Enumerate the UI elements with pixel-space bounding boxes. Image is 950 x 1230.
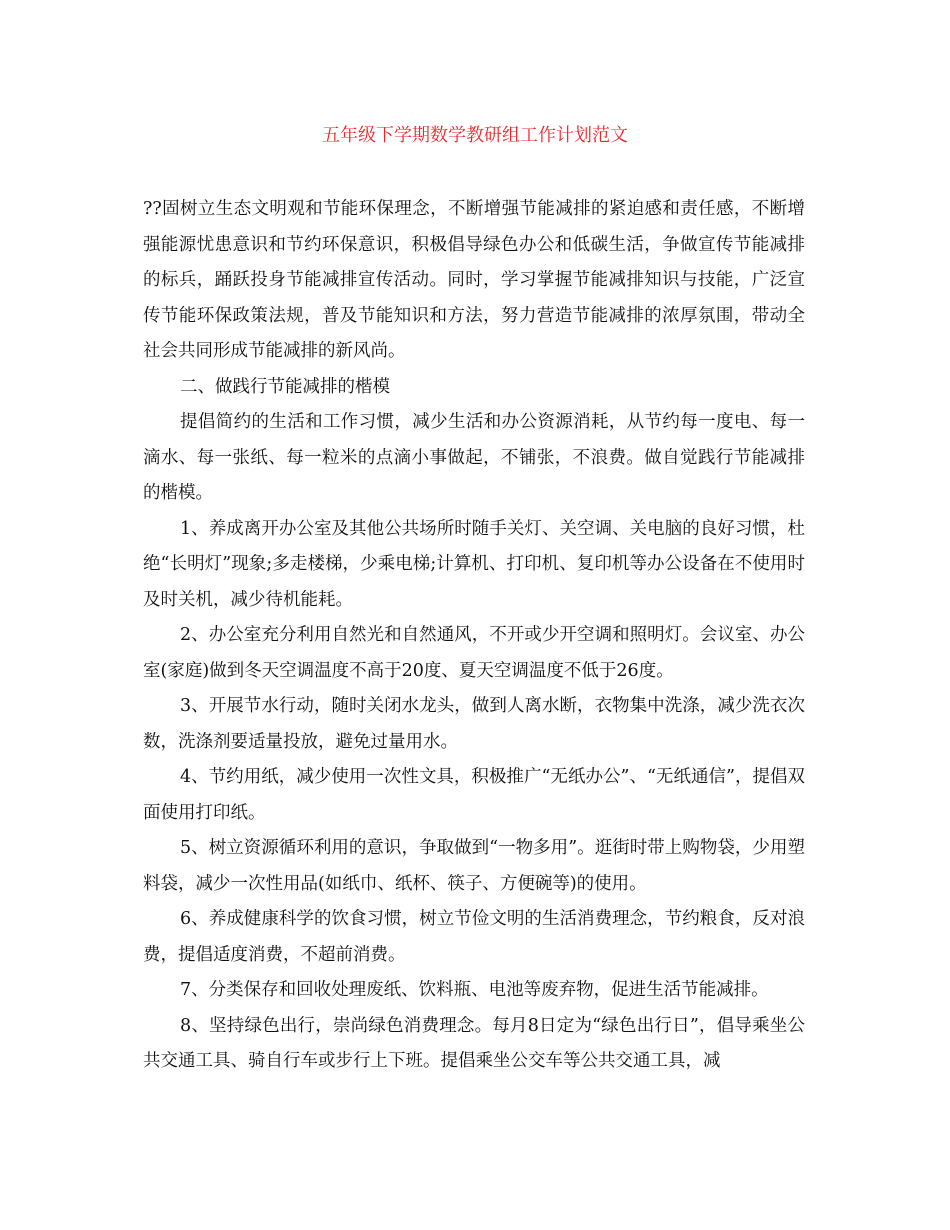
list-item: 5、树立资源循环利用的意识，争取做到“一物多用”。逛街时带上购物袋，少用塑料袋，减少一次性用品(如纸巾、纸杯、筷子、方便碗等)的使用。	[143, 838, 805, 894]
list-item: 4、节约用纸，减少使用一次性文具，积极推广“无纸办公”、“无纸通信”，提倡双面使用打印纸。	[143, 767, 805, 823]
list-item: 3、开展节水行动，随时关闭水龙头，做到人离水断，衣物集中洗涤，减少洗衣次数，洗涤剂要适量投放，避免过量用水。	[143, 696, 805, 752]
list-item: 2、办公室充分利用自然光和自然通风，不开或少开空调和照明灯。会议室、办公室(家庭)做到冬天空调温度不高于20度、夏天空调温度不低于26度。	[143, 625, 805, 681]
list-item: 6、养成健康科学的饮食习惯，树立节俭文明的生活消费理念，节约粮食，反对浪费，提倡适度消费，不超前消费。	[143, 909, 805, 965]
section-heading: 二、做践行节能减排的楷模	[180, 376, 390, 397]
paragraph-intro: ??固树立生态文明观和节能环保理念，不断增强节能减排的紧迫感和责任感，不断增强能源忧患意识和节约环保意识，积极倡导绿色办公和低碳生活，争做宣传节能减排的标兵，踊跃投身节能减排宣传活动。同时，学习掌握节能减排知识与技能，广泛宣传节能环保政策法规，普及节能知识和方法，努力营造节能减排的浓厚氛围，带动全社会共同形成节能减排的新风尚。	[143, 199, 805, 361]
list-item: 8、坚持绿色出行，崇尚绿色消费理念。每月8日定为“绿色出行日”，倡导乘坐公共交通工具、骑自行车或步行上下班。提倡乘坐公交车等公共交通工具，减	[143, 1015, 805, 1071]
document-title: 五年级下学期数学教研组工作计划范文	[322, 125, 628, 146]
paragraph: 提倡简约的生活和工作习惯，减少生活和办公资源消耗，从节约每一度电、每一滴水、每一张纸、每一粒米的点滴小事做起，不铺张，不浪费。做自觉践行节能减排的楷模。	[143, 412, 805, 503]
document-body	[143, 192, 805, 1080]
list-item: 1、养成离开办公室及其他公共场所时随手关灯、关空调、关电脑的良好习惯，杜绝“长明灯”现象;多走楼梯，少乘电梯;计算机、打印机、复印机等办公设备在不使用时及时关机，减少待机能耗。	[143, 518, 805, 610]
list-item: 7、分类保存和回收处理废纸、饮料瓶、电池等废弃物，促进生活节能减排。	[180, 980, 769, 1000]
